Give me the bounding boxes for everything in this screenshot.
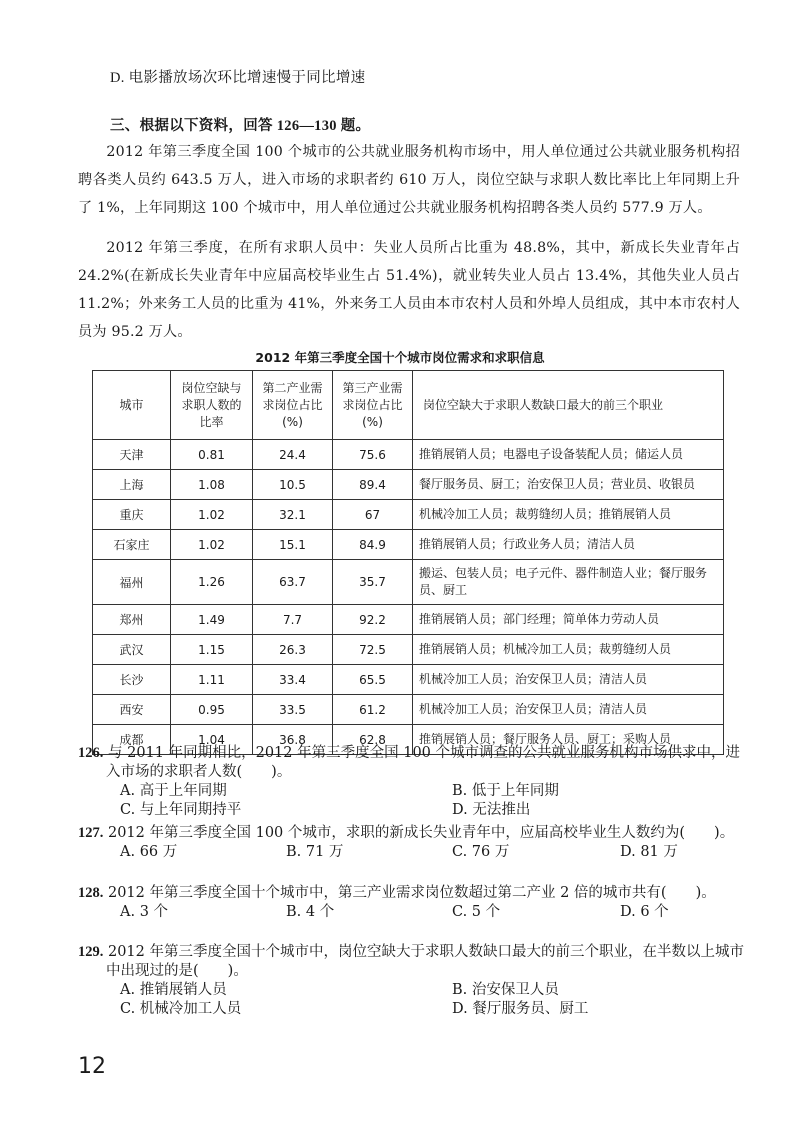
cell-city: 成都 xyxy=(93,725,171,755)
cell-city: 福州 xyxy=(93,560,171,605)
options-row xyxy=(78,843,748,862)
answer-option[interactable]: A. 推销展销人员 xyxy=(120,982,227,998)
answer-option[interactable]: C. 5 个 xyxy=(452,904,501,920)
answer-option[interactable]: A. 高于上年同期 xyxy=(120,783,227,799)
table-row xyxy=(93,500,724,530)
answer-option[interactable]: D. 无法推出 xyxy=(452,802,531,818)
table-row xyxy=(93,560,724,605)
cell-city: 长沙 xyxy=(93,665,171,695)
header-secondary-share: 第二产业需求岗位占比(%) xyxy=(253,371,333,440)
answer-option[interactable]: C. 与上年同期持平 xyxy=(120,802,242,818)
question-128 xyxy=(78,884,748,922)
cell-top-jobs: 推销展销人员；行政业务人员；清洁人员 xyxy=(413,530,724,560)
options-row xyxy=(78,981,748,1000)
header-city: 城市 xyxy=(93,371,171,440)
cell-secondary-share: 36.8 xyxy=(253,725,333,755)
cell-secondary-share: 63.7 xyxy=(253,560,333,605)
answer-option[interactable]: B. 4 个 xyxy=(286,904,335,920)
table-header-row xyxy=(93,371,724,440)
cell-city: 天津 xyxy=(93,440,171,470)
cell-secondary-share: 33.4 xyxy=(253,665,333,695)
cell-secondary-share: 26.3 xyxy=(253,635,333,665)
question-number: 126. xyxy=(78,745,104,761)
cell-tertiary-share: 61.2 xyxy=(333,695,413,725)
question-number: 127. xyxy=(78,825,104,841)
options-row xyxy=(78,782,748,801)
cell-ratio: 1.26 xyxy=(171,560,253,605)
cell-top-jobs: 推销展销人员；餐厅服务人员、厨工；采购人员 xyxy=(413,725,724,755)
cell-top-jobs: 推销展销人员；部门经理；简单体力劳动人员 xyxy=(413,605,724,635)
cell-top-jobs: 机械冷加工人员；裁剪缝纫人员；推销展销人员 xyxy=(413,500,724,530)
header-tertiary-share: 第三产业需求岗位占比(%) xyxy=(333,371,413,440)
question-stem xyxy=(78,943,748,981)
cell-city: 上海 xyxy=(93,470,171,500)
question-stem xyxy=(78,744,748,782)
question-stem xyxy=(78,824,748,843)
cell-ratio: 0.81 xyxy=(171,440,253,470)
question-number: 129. xyxy=(78,944,104,960)
table-row xyxy=(93,695,724,725)
table-row xyxy=(93,605,724,635)
header-top-jobs: 岗位空缺大于求职人数缺口最大的前三个职业 xyxy=(413,371,724,440)
table-row xyxy=(93,635,724,665)
cell-secondary-share: 33.5 xyxy=(253,695,333,725)
cell-ratio: 1.08 xyxy=(171,470,253,500)
cell-secondary-share: 10.5 xyxy=(253,470,333,500)
question-129 xyxy=(78,943,748,1019)
cell-ratio: 0.95 xyxy=(171,695,253,725)
options-row xyxy=(78,801,748,820)
cell-tertiary-share: 67 xyxy=(333,500,413,530)
table-row xyxy=(93,440,724,470)
cell-secondary-share: 24.4 xyxy=(253,440,333,470)
page-number: 12 xyxy=(78,1054,106,1079)
cell-ratio: 1.04 xyxy=(171,725,253,755)
cell-ratio: 1.11 xyxy=(171,665,253,695)
options-row xyxy=(78,903,748,922)
section-heading: 三、根据以下资料，回答 126—130 题。 xyxy=(110,118,371,134)
question-126 xyxy=(78,744,748,820)
cell-tertiary-share: 84.9 xyxy=(333,530,413,560)
question-stem xyxy=(78,884,748,903)
cell-tertiary-share: 65.5 xyxy=(333,665,413,695)
answer-option[interactable]: B. 71 万 xyxy=(286,844,344,860)
cell-city: 西安 xyxy=(93,695,171,725)
cell-secondary-share: 32.1 xyxy=(253,500,333,530)
answer-option[interactable]: A. 66 万 xyxy=(120,844,178,860)
answer-option[interactable]: C. 机械冷加工人员 xyxy=(120,1001,242,1017)
options-row xyxy=(78,1000,748,1019)
table-row xyxy=(93,665,724,695)
question-text: 2012 年第三季度全国十个城市中，第三产业需求岗位数超过第二产业 2 倍的城市共有( )。 xyxy=(107,885,716,901)
answer-option[interactable]: B. 低于上年同期 xyxy=(452,783,559,799)
answer-option[interactable]: A. 3 个 xyxy=(120,904,169,920)
previous-question-option-d: D. 电影播放场次环比增速慢于同比增速 xyxy=(110,70,366,86)
cell-secondary-share: 15.1 xyxy=(253,530,333,560)
cell-secondary-share: 7.7 xyxy=(253,605,333,635)
answer-option[interactable]: D. 6 个 xyxy=(620,904,669,920)
answer-option[interactable]: D. 餐厅服务员、厨工 xyxy=(452,1001,589,1017)
cell-city: 郑州 xyxy=(93,605,171,635)
question-text: 与 2011 年同期相比，2012 年第三季度全国 100 个城市调查的公共就业服务机构市场供求中，进入市场的求职者人数( )。 xyxy=(106,745,741,780)
cell-tertiary-share: 92.2 xyxy=(333,605,413,635)
cell-ratio: 1.02 xyxy=(171,500,253,530)
paragraph-2: 2012 年第三季度，在所有求职人员中：失业人员所占比重为 48.8%，其中，新成长失业青年占 24.2%(在新成长失业青年中应届高校毕业生占 51.4%)，就业转失业人员占 13.4%，其他失业人员占 11.2%；外来务工人员的比重为 41%，外来务工人员由本市农村人员和外埠人员组成，其中本市农村人员为 95.2 万人。 xyxy=(78,240,740,340)
city-jobs-table xyxy=(92,370,724,755)
answer-option[interactable]: D. 81 万 xyxy=(620,844,678,860)
cell-ratio: 1.02 xyxy=(171,530,253,560)
question-text: 2012 年第三季度全国十个城市中，岗位空缺大于求职人数缺口最大的前三个职业，在半数以上城市中出现过的是( )。 xyxy=(106,944,744,979)
question-number: 128. xyxy=(78,885,104,901)
table-row xyxy=(93,470,724,500)
cell-tertiary-share: 62.8 xyxy=(333,725,413,755)
cell-city: 武汉 xyxy=(93,635,171,665)
cell-top-jobs: 机械冷加工人员；治安保卫人员；清洁人员 xyxy=(413,695,724,725)
cell-ratio: 1.49 xyxy=(171,605,253,635)
cell-top-jobs: 搬运、包装人员；电子元件、器件制造人业；餐厅服务员、厨工 xyxy=(413,560,724,605)
cell-tertiary-share: 35.7 xyxy=(333,560,413,605)
question-127 xyxy=(78,824,748,862)
cell-tertiary-share: 89.4 xyxy=(333,470,413,500)
table-row xyxy=(93,530,724,560)
cell-city: 重庆 xyxy=(93,500,171,530)
question-text: 2012 年第三季度全国 100 个城市，求职的新成长失业青年中，应届高校毕业生人数约为( )。 xyxy=(107,825,735,841)
cell-tertiary-share: 75.6 xyxy=(333,440,413,470)
cell-top-jobs: 机械冷加工人员；治安保卫人员；清洁人员 xyxy=(413,665,724,695)
cell-tertiary-share: 72.5 xyxy=(333,635,413,665)
cell-top-jobs: 推销展销人员；电器电子设备装配人员；储运人员 xyxy=(413,440,724,470)
header-ratio: 岗位空缺与求职人数的比率 xyxy=(171,371,253,440)
cell-ratio: 1.15 xyxy=(171,635,253,665)
cell-city: 石家庄 xyxy=(93,530,171,560)
answer-option[interactable]: C. 76 万 xyxy=(452,844,510,860)
answer-option[interactable]: B. 治安保卫人员 xyxy=(452,982,559,998)
cell-top-jobs: 餐厅服务员、厨工；治安保卫人员；营业员、收银员 xyxy=(413,470,724,500)
paragraph-1: 2012 年第三季度全国 100 个城市的公共就业服务机构市场中，用人单位通过公共就业服务机构招聘各类人员约 643.5 万人，进入市场的求职者约 610 万人，岗位空缺与求职人数比率比上年同期上升了 1%，上年同期这 100 个城市中，用人单位通过公共就业服务机构招聘各类人员约 577.9 万人。 xyxy=(78,144,740,216)
cell-top-jobs: 推销展销人员；机械冷加工人员；裁剪缝纫人员 xyxy=(413,635,724,665)
table-title: 2012 年第三季度全国十个城市岗位需求和求职信息 xyxy=(255,350,545,365)
